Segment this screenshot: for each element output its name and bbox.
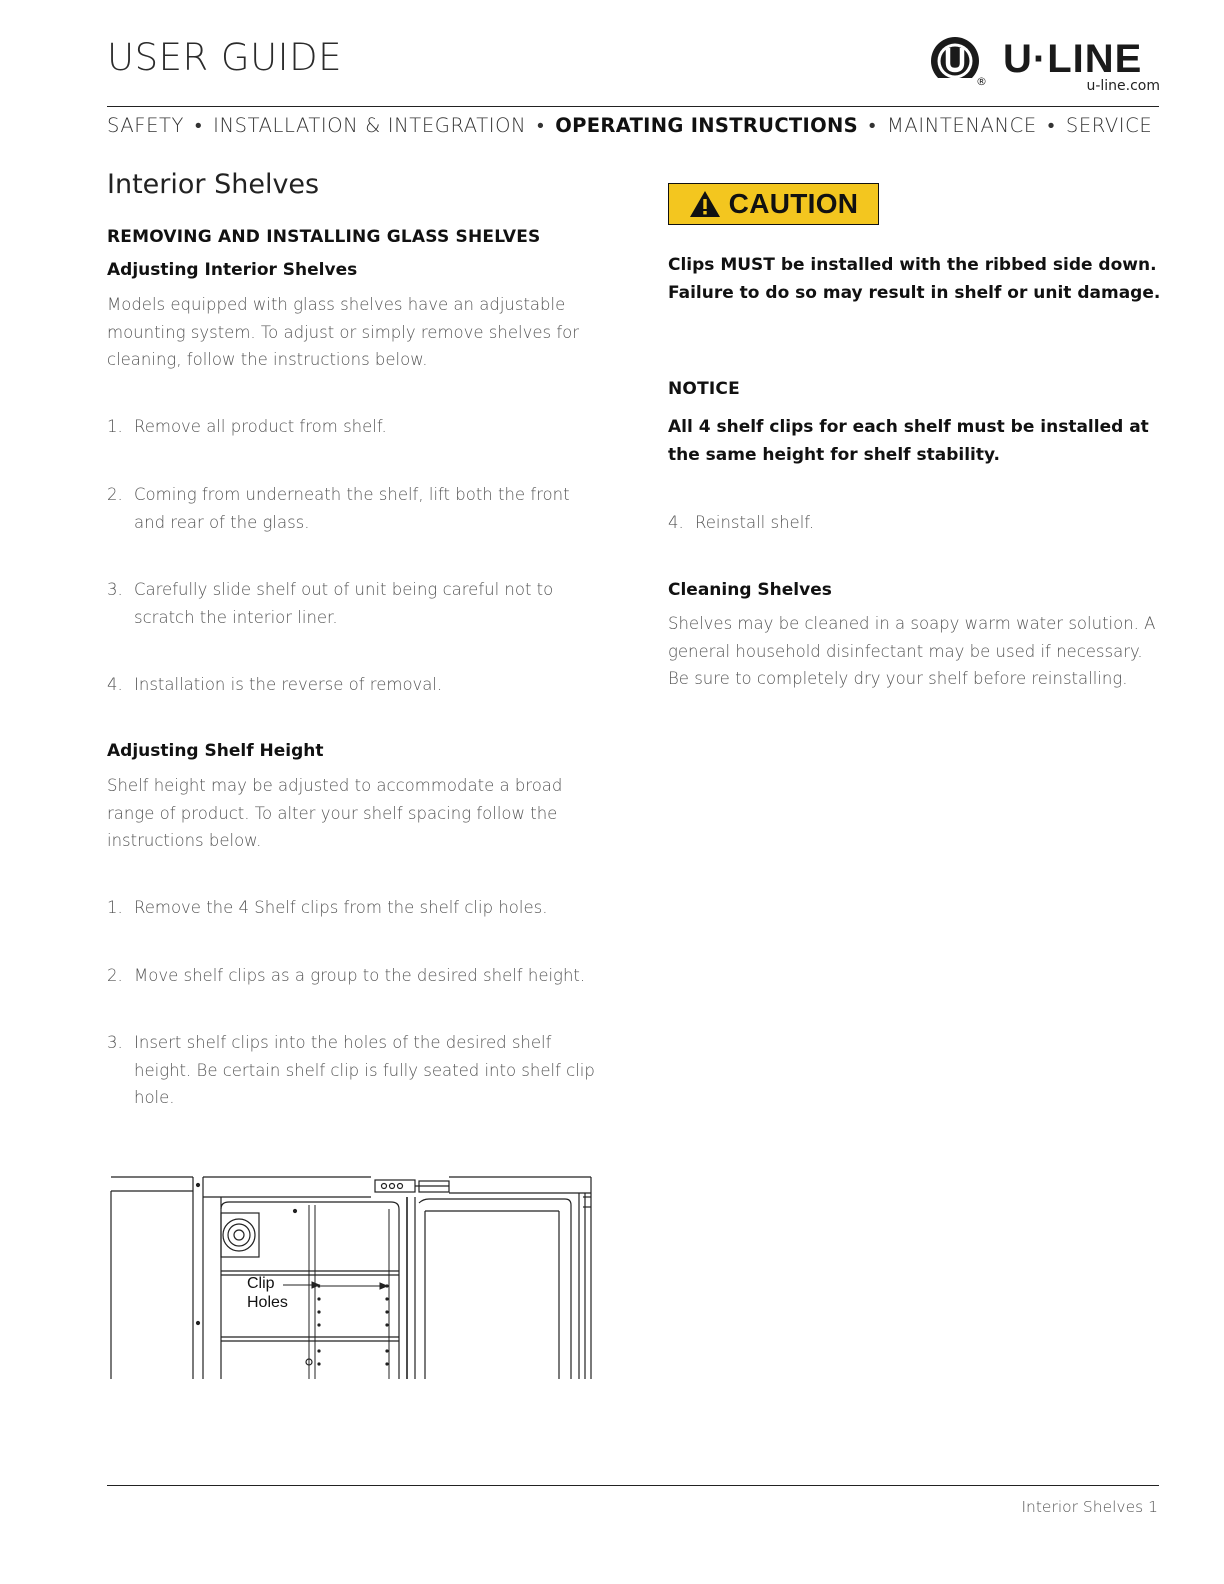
notice-text: All 4 shelf clips for each shelf must be installed at the same height for shelf stability. <box>668 417 1149 465</box>
nav-maintenance[interactable]: MAINTENANCE <box>887 114 1037 137</box>
step-number: 2. <box>107 485 123 504</box>
caution-banner <box>668 183 879 225</box>
nav-separator: • <box>868 114 877 137</box>
cleaning-shelves-heading: Cleaning Shelves <box>668 580 832 600</box>
nav-safety[interactable]: SAFETY <box>107 114 185 137</box>
step-number: 1. <box>107 417 123 436</box>
list-item <box>668 509 1158 537</box>
website-link[interactable]: u-line.com <box>1086 78 1160 94</box>
page-footer-label: Interior Shelves 1 <box>1021 1498 1158 1516</box>
step-text: Insert shelf clips into the holes of the desired shelf height. Be certain shelf clip is fully seated into shelf clip hole. <box>134 1033 595 1107</box>
footer-divider <box>107 1485 1159 1486</box>
brand-logo[interactable] <box>928 34 1160 96</box>
list-item <box>107 413 597 441</box>
step-text: Remove all product from shelf. <box>134 417 387 436</box>
adjusting-interior-heading: Adjusting Interior Shelves <box>107 260 358 280</box>
shelf-clip-diagram <box>109 1175 595 1379</box>
clip-label-line1: Clip <box>247 1275 275 1292</box>
svg-text:U·LINE: U·LINE <box>1003 37 1143 78</box>
adjusting-interior-intro: Models equipped with glass shelves have an adjustable mounting system. To adjust or simply remove shelves for cleaning, follow the instructions below. <box>107 295 580 369</box>
cleaning-shelves-text: Shelves may be cleaned in a soapy warm water solution. A general household disinfectant may be used if necessary. Be sure to completely dry your shelf before reinstalling. <box>668 614 1156 688</box>
step-text: Move shelf clips as a group to the desired shelf height. <box>134 966 586 985</box>
step-number: 1. <box>107 898 123 917</box>
list-item <box>107 894 597 922</box>
caution-text: Clips MUST be installed with the ribbed side down. Failure to do so may result in shelf or unit damage. <box>668 255 1161 303</box>
clip-label-line2: Holes <box>247 1294 288 1311</box>
step-text: Coming from underneath the shelf, lift both the front and rear of the glass. <box>134 485 570 532</box>
caution-label: CAUTION <box>728 188 859 219</box>
adjusting-height-heading: Adjusting Shelf Height <box>107 741 324 761</box>
list-item <box>107 1029 597 1112</box>
list-item <box>107 481 597 536</box>
list-item <box>107 576 597 631</box>
warning-triangle-icon <box>689 190 721 218</box>
step-text: Remove the 4 Shelf clips from the shelf clip holes. <box>134 898 548 917</box>
step-text: Carefully slide shelf out of unit being careful not to scratch the interior liner. <box>134 580 554 627</box>
nav-operating-instructions[interactable]: OPERATING INSTRUCTIONS <box>555 114 858 137</box>
adjusting-height-intro: Shelf height may be adjusted to accommodate a broad range of product. To alter your shelf spacing follow the instructions below. <box>107 776 563 850</box>
section-title: Interior Shelves <box>107 169 320 200</box>
refrigerator-interior-illustration <box>109 1175 595 1379</box>
step-number: 2. <box>107 966 123 985</box>
step-number: 3. <box>107 580 123 599</box>
nav-separator: • <box>1047 114 1056 137</box>
removing-installing-heading: REMOVING AND INSTALLING GLASS SHELVES <box>107 227 541 247</box>
nav-separator: • <box>194 114 203 137</box>
page-title: USER GUIDE <box>107 36 342 79</box>
uline-logo-icon <box>928 34 1160 78</box>
notice-label: NOTICE <box>668 379 740 399</box>
step-number: 4. <box>668 513 684 532</box>
registered-mark: ® <box>976 75 987 88</box>
nav-installation[interactable]: INSTALLATION & INTEGRATION <box>213 114 527 137</box>
step-number: 3. <box>107 1033 123 1052</box>
header-divider <box>107 106 1159 107</box>
list-item <box>107 962 607 990</box>
nav-separator: • <box>537 114 545 137</box>
nav-service[interactable]: SERVICE <box>1065 114 1153 137</box>
step-number: 4. <box>107 675 123 694</box>
step-text: Installation is the reverse of removal. <box>134 675 443 694</box>
list-item <box>107 671 597 699</box>
step-text: Reinstall shelf. <box>695 513 815 532</box>
section-nav <box>107 114 1159 138</box>
clip-holes-label <box>247 1274 288 1312</box>
